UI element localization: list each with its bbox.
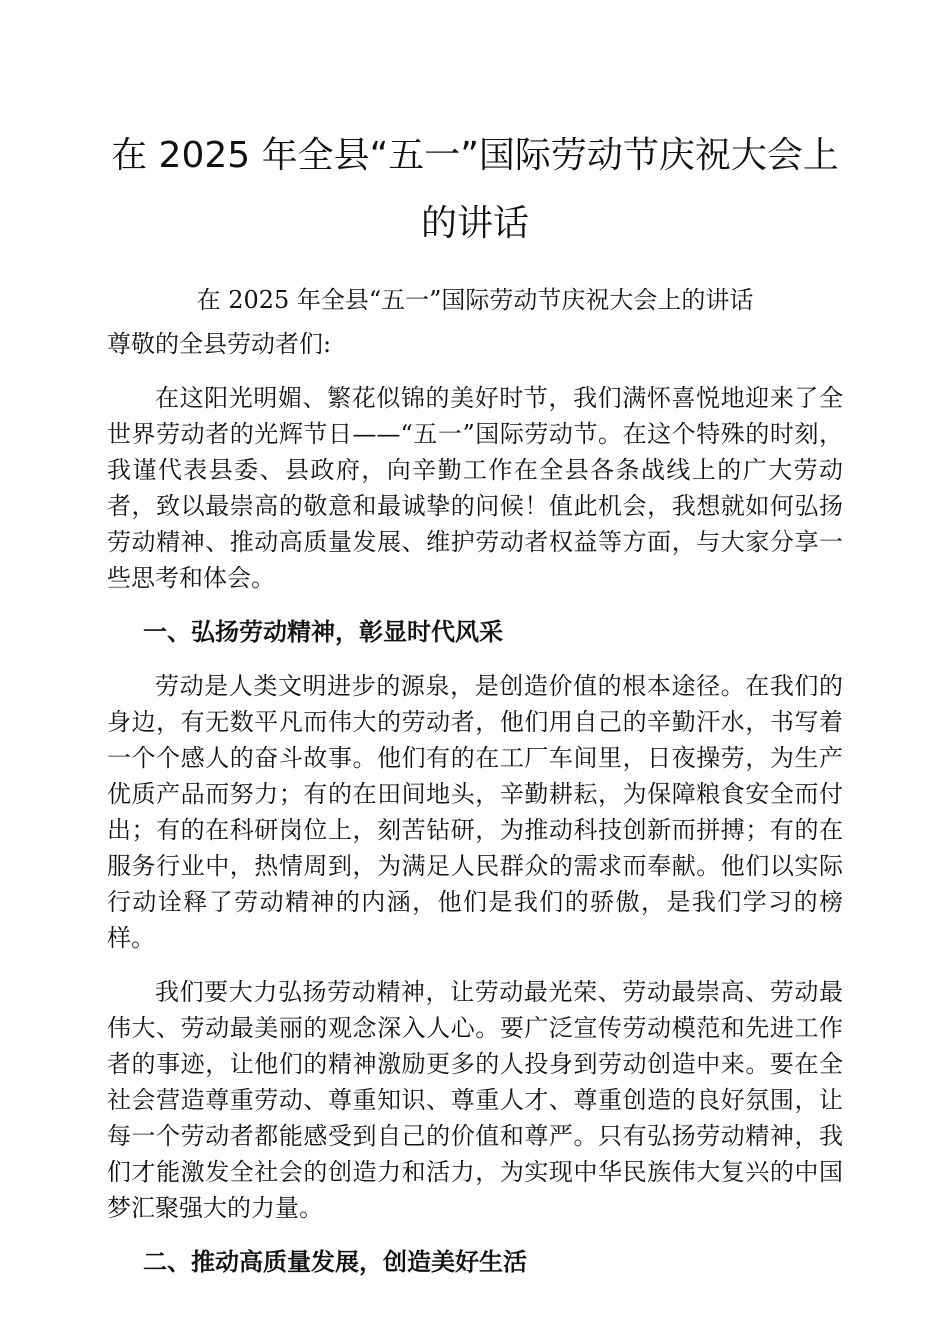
intro-paragraph: 在这阳光明媚、繁花似锦的美好时节，我们满怀喜悦地迎来了全世界劳动者的光辉节日——“五一”国际劳动节。在这个特殊的时刻，我谨代表县委、县政府，向辛勤工作在全县各条战线上的广大劳动者，致以最崇高的敬意和最诚挚的问候！值此机会，我想就如何弘扬劳动精神、推动高质量发展、维护劳动者权益等方面，与大家分享一些思考和体会。: [107, 384, 843, 592]
salutation: 尊敬的全县劳动者们:: [107, 330, 332, 358]
section-heading-1: 一、弘扬劳动精神，彰显时代风采: [143, 617, 503, 646]
document-subtitle: 在 2025 年全县“五一”国际劳动节庆祝大会上的讲话: [196, 286, 754, 314]
section-1-paragraph-1: 劳动是人类文明进步的源泉，是创造价值的根本途径。在我们的身边，有无数平凡而伟大的劳动者，他们用自己的辛勤汗水，书写着一个个感人的奋斗故事。他们有的在工厂车间里，日夜操劳，为生产优质产品而努力；有的在田间地头，辛勤耕耘，为保障粮食安全而付出；有的在科研岗位上，刻苦钻研，为推动科技创新而拼搏；有的在服务行业中，热情周到，为满足人民群众的需求而奉献。他们以实际行动诠释了劳动精神的内涵，他们是我们的骄傲，是我们学习的榜样。: [107, 672, 843, 952]
section-heading-2: 二、推动高质量发展，创造美好生活: [143, 1247, 527, 1276]
section-1-paragraph-2: 我们要大力弘扬劳动精神，让劳动最光荣、劳动最崇高、劳动最伟大、劳动最美丽的观念深入人心。要广泛宣传劳动模范和先进工作者的事迹，让他们的精神激励更多的人投身到劳动创造中来。要在全社会营造尊重劳动、尊重知识、尊重人才、尊重创造的良好氛围，让每一个劳动者都能感受到自己的价值和尊严。只有弘扬劳动精神，我们才能激发全社会的创造力和活力，为实现中华民族伟大复兴的中国梦汇聚强大的力量。: [107, 978, 843, 1222]
document-title: 在 2025 年全县“五一”国际劳动节庆祝大会上的讲话: [111, 135, 839, 244]
